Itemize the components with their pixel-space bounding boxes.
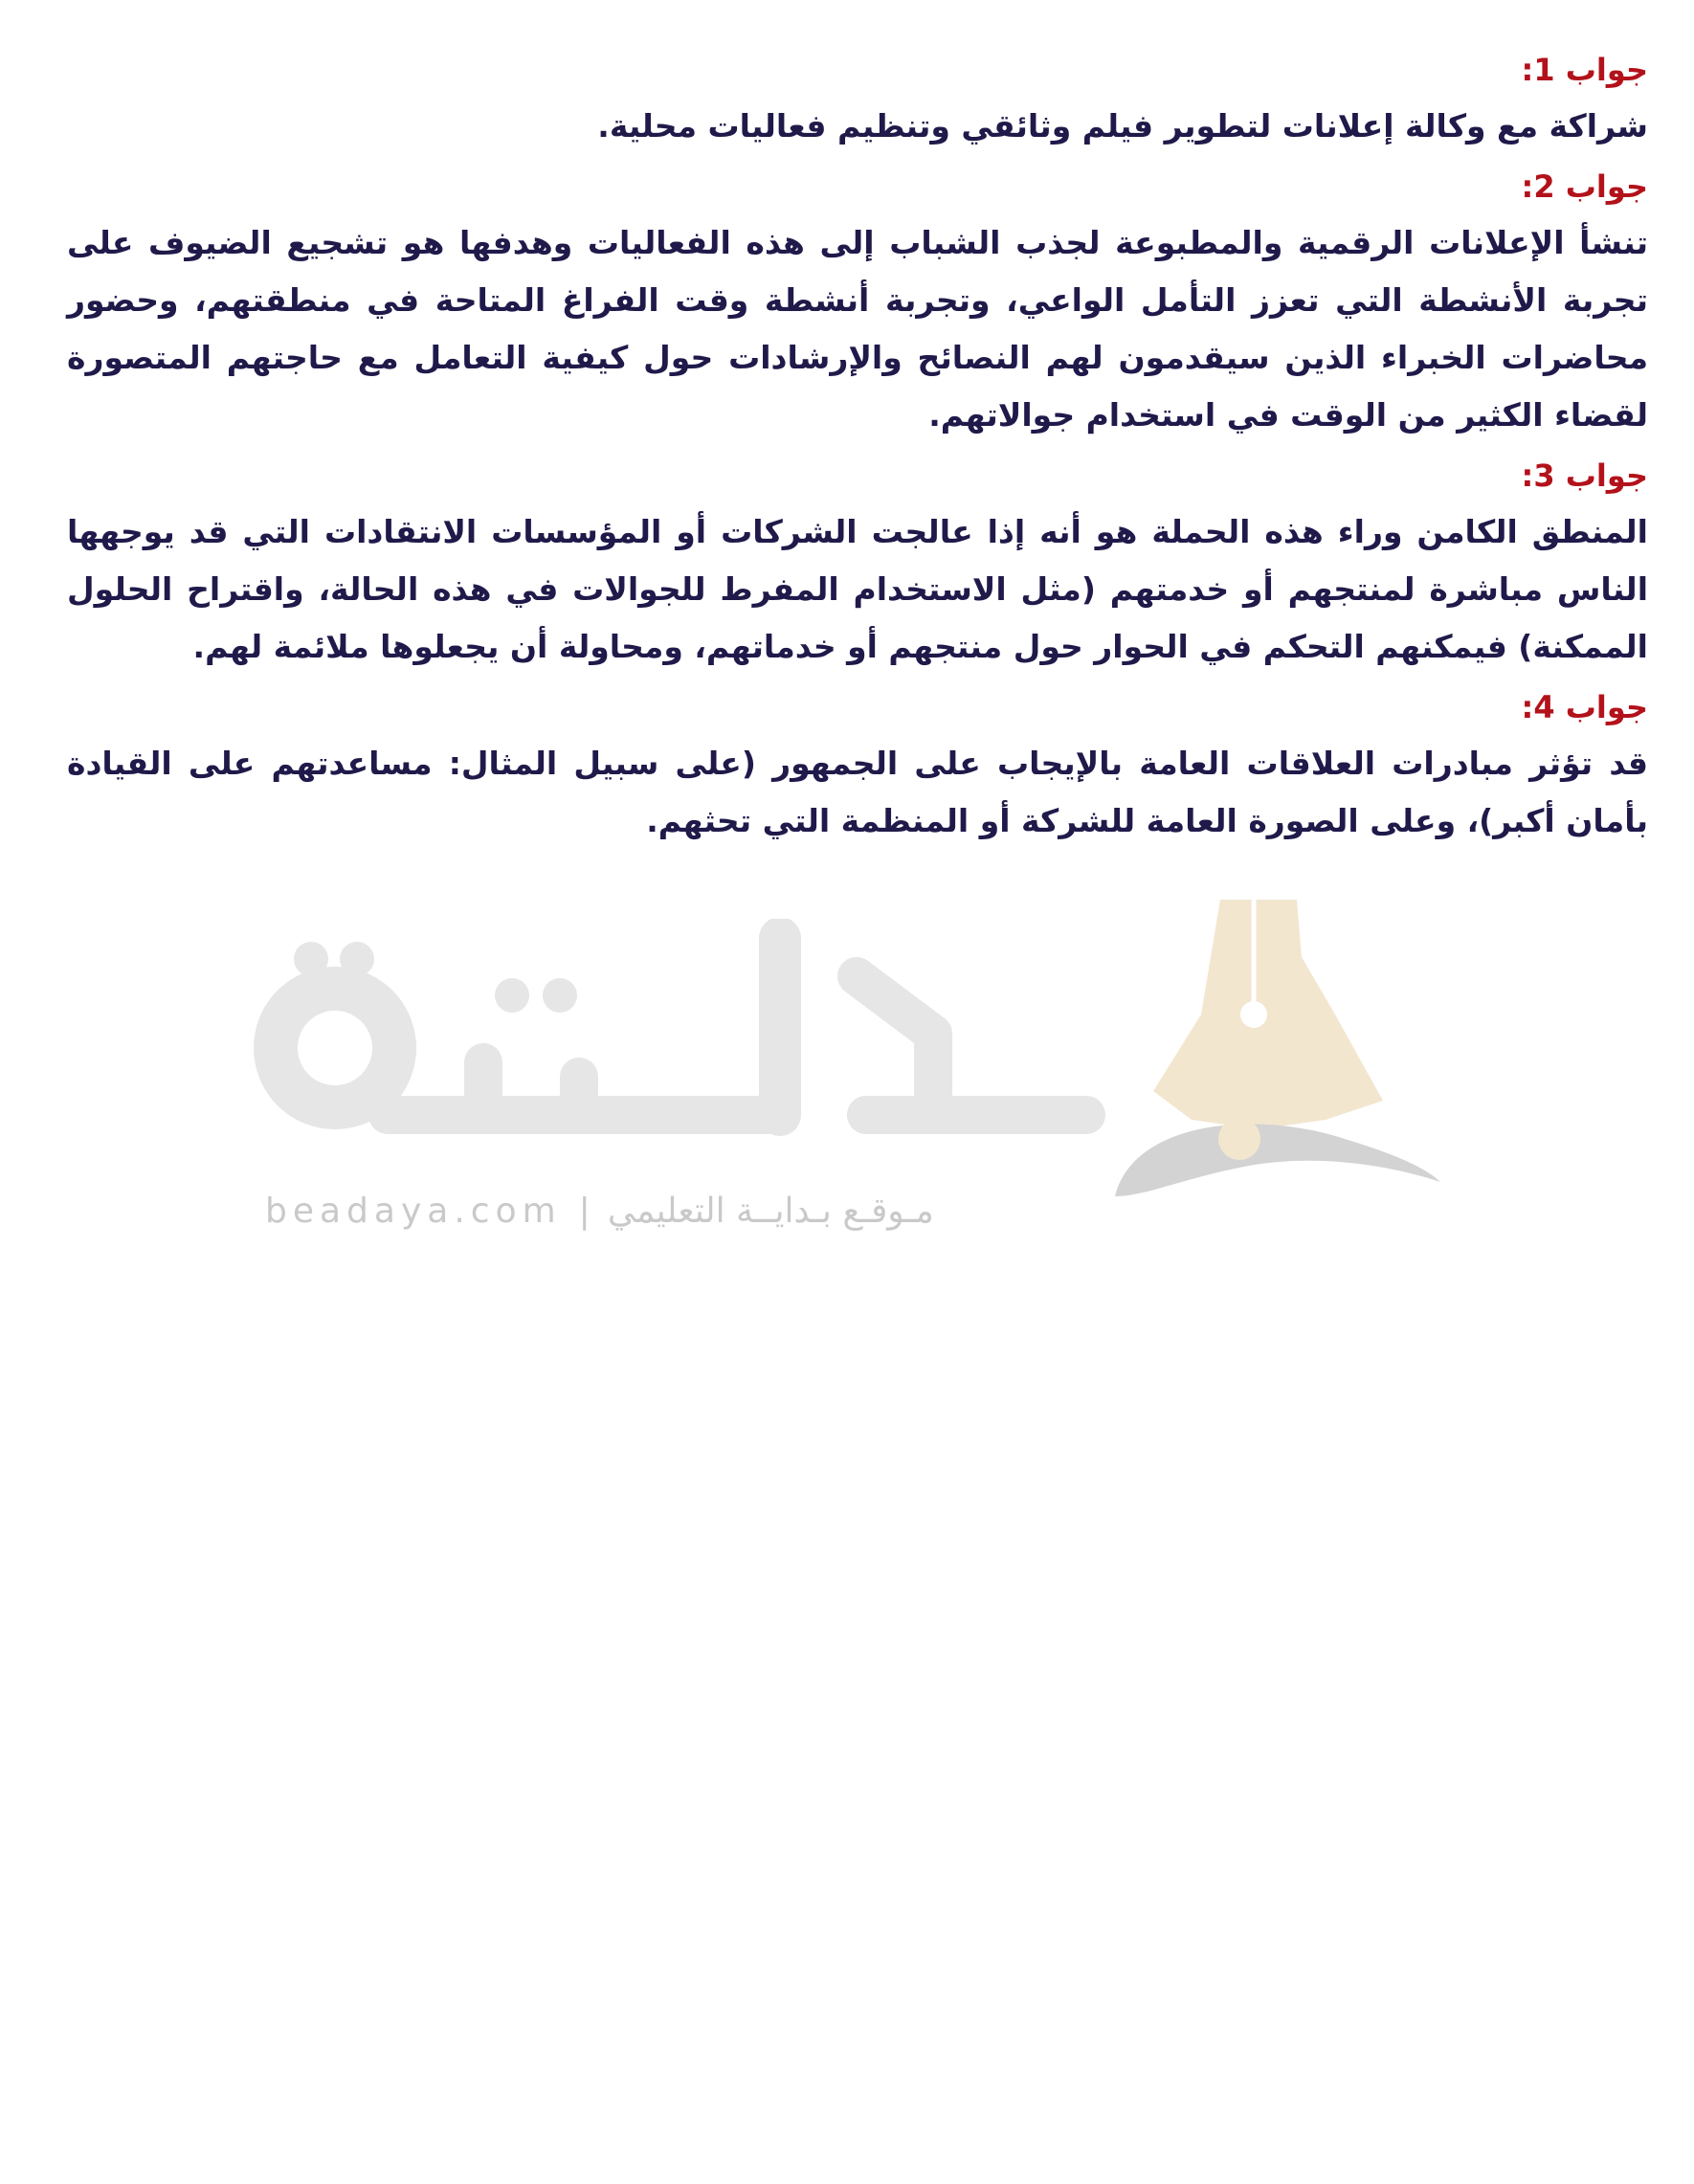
- answer-label: جواب 4:: [1521, 689, 1648, 725]
- site-name: beadaya.com: [265, 1191, 562, 1231]
- answer-block-4: [67, 683, 1648, 850]
- answer-text: تنشأ الإعلانات الرقمية والمطبوعة لجذب الشباب إلى هذه الفعاليات وهدفها هو تشجيع الضيوف على تجربة الأنشطة التي تعزز التأمل الواعي، وتجربة أنشطة وقت الفراغ المتاحة في منطقتهم، وحضور محاضرات الخبراء الذين سيقدمون لهم النصائح والإرشادات حول كيفية التعامل مع حاجتهم المتصورة لقضاء الكثير من الوقت في استخدام جوالاتهم.: [67, 224, 1648, 434]
- watermark-footer: [265, 1187, 1107, 1235]
- separator: |: [578, 1191, 591, 1231]
- pen-nib-icon: [1096, 900, 1440, 1215]
- answer-text: قد تؤثر مبادرات العلاقات العامة بالإيجاب على الجمهور (على سبيل المثال: مساعدتهم على القيادة بأمان أكبر)، وعلى الصورة العامة للشركة أو المنظمة التي تحثهم.: [67, 745, 1648, 839]
- answer-label: جواب 3:: [1521, 457, 1648, 494]
- answer-text: شراكة مع وكالة إعلانات لتطوير فيلم وثائقي وتنظيم فعاليات محلية.: [597, 107, 1648, 145]
- watermark-logo: [244, 900, 1450, 1244]
- logo-wordmark: [244, 919, 1105, 1139]
- answer-label: جواب 2:: [1521, 168, 1648, 205]
- answer-block-2: [67, 163, 1648, 444]
- answer-block-3: [67, 452, 1648, 676]
- answer-block-1: [67, 46, 1648, 155]
- answers-section: [67, 46, 1648, 858]
- site-tagline: مـوقـع بـدايــة التعليمي: [607, 1191, 934, 1231]
- answer-text: المنطق الكامن وراء هذه الحملة هو أنه إذا عالجت الشركات أو المؤسسات الانتقادات التي قد يوجهها الناس مباشرة لمنتجهم أو خدمتهم (مثل الاستخدام المفرط للجوالات في هذه الحالة، واقتراح الحلول الممكنة) فيمكنهم التحكم في الحوار حول منتجهم أو خدماتهم، ومحاولة أن يجعلوها ملائمة لهم.: [67, 513, 1648, 665]
- answer-label: جواب 1:: [1521, 52, 1648, 88]
